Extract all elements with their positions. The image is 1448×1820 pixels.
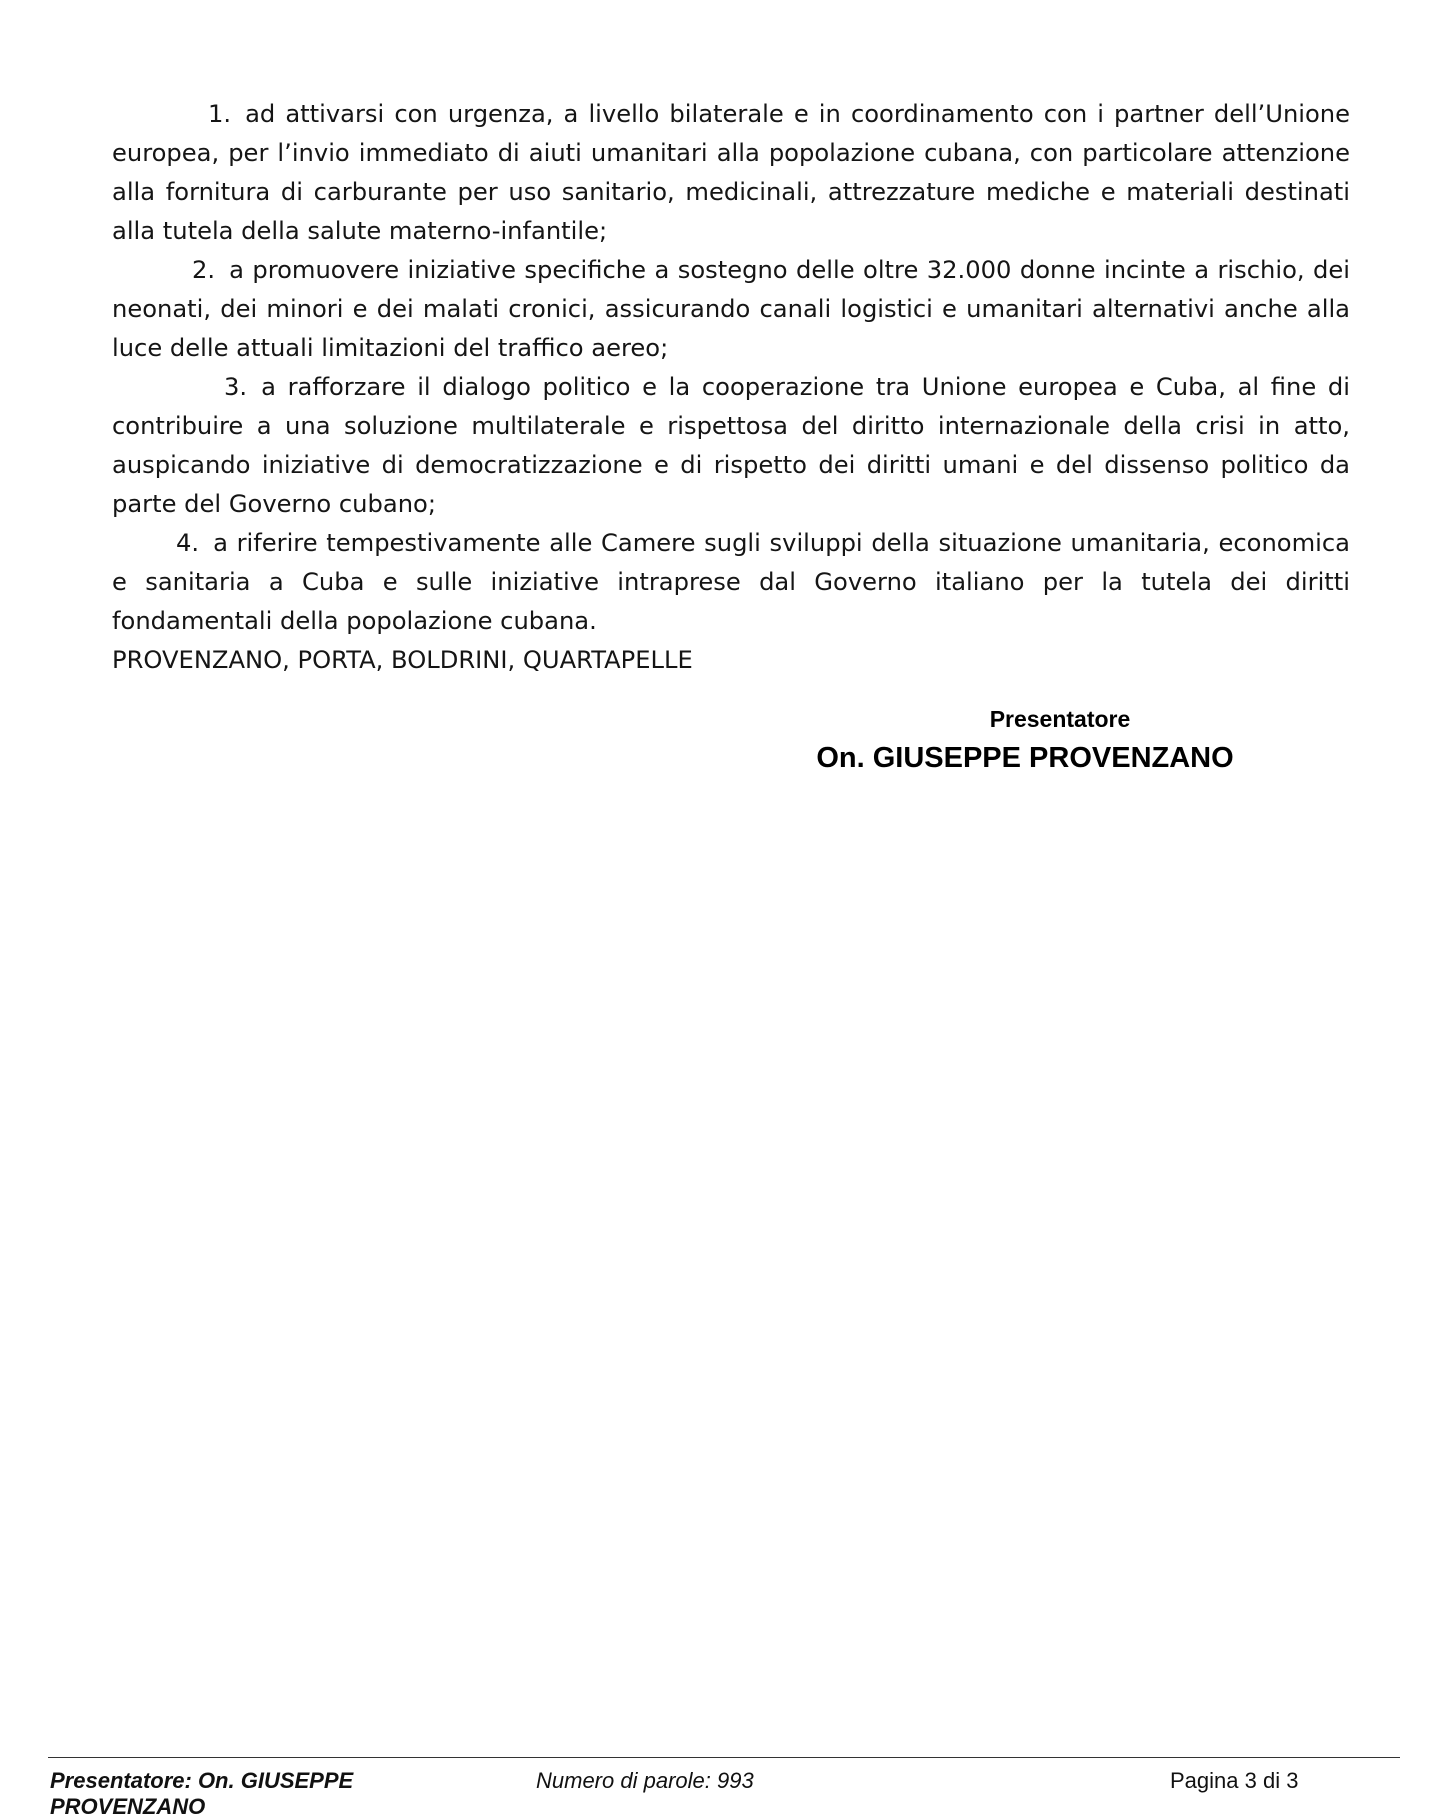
list-item-text: ad attivarsi con urgenza, a livello bilaterale e in coordinamento con i partner dell’Unione europea, per l’invio immediato di aiuti umanitari alla popolazione cubana, con particolare attenzione alla fornitura di carburante per uso sanitario, medicinali, attrezzature mediche e materiali destinati alla tutela della salute materno-infantile; (112, 100, 1350, 245)
footer-presenter: Presentatore: On. GIUSEPPE PROVENZANO (50, 1768, 354, 1819)
list-item-text: a riferire tempestivamente alle Camere sugli sviluppi della situazione umanitaria, economica e sanitaria a Cuba e sulle iniziative intraprese dal Governo italiano per la tutela dei diritti fondamentali della popolazione cubana. (112, 529, 1350, 635)
presenter-signature-block (780, 704, 1270, 776)
list-item-number: 1. (208, 100, 232, 128)
signers-list: PROVENZANO, PORTA, BOLDRINI, QUARTAPELLE (112, 646, 693, 674)
presenter-label: Presentatore (989, 706, 1131, 732)
list-item-4 (112, 524, 1350, 641)
footer-divider (48, 1757, 1400, 1758)
list-item-number: 2. (192, 256, 216, 284)
list-item-3 (112, 368, 1350, 524)
document-body (112, 95, 1350, 680)
list-item-2 (112, 251, 1350, 368)
list-item-1 (112, 95, 1350, 251)
list-item-text: a promuovere iniziative specifiche a sostegno delle oltre 32.000 donne incinte a rischio, dei neonati, dei minori e dei malati cronici, assicurando canali logistici e umanitari alternativi anche alla luce delle attuali limitazioni del traffico aereo; (112, 256, 1350, 362)
footer-word-count: Numero di parole: 993 (536, 1768, 754, 1793)
list-item-number: 4. (176, 529, 200, 557)
list-item-number: 3. (224, 373, 248, 401)
presenter-name: On. GIUSEPPE PROVENZANO (816, 742, 1234, 774)
footer-page-number: Pagina 3 di 3 (1170, 1768, 1299, 1793)
list-item-text: a rafforzare il dialogo politico e la cooperazione tra Unione europea e Cuba, al fine di contribuire a una soluzione multilaterale e rispettosa del diritto internazionale della crisi in atto, auspicando iniziative di democratizzazione e di rispetto dei diritti umani e del dissenso politico da parte del Governo cubano; (112, 373, 1350, 518)
